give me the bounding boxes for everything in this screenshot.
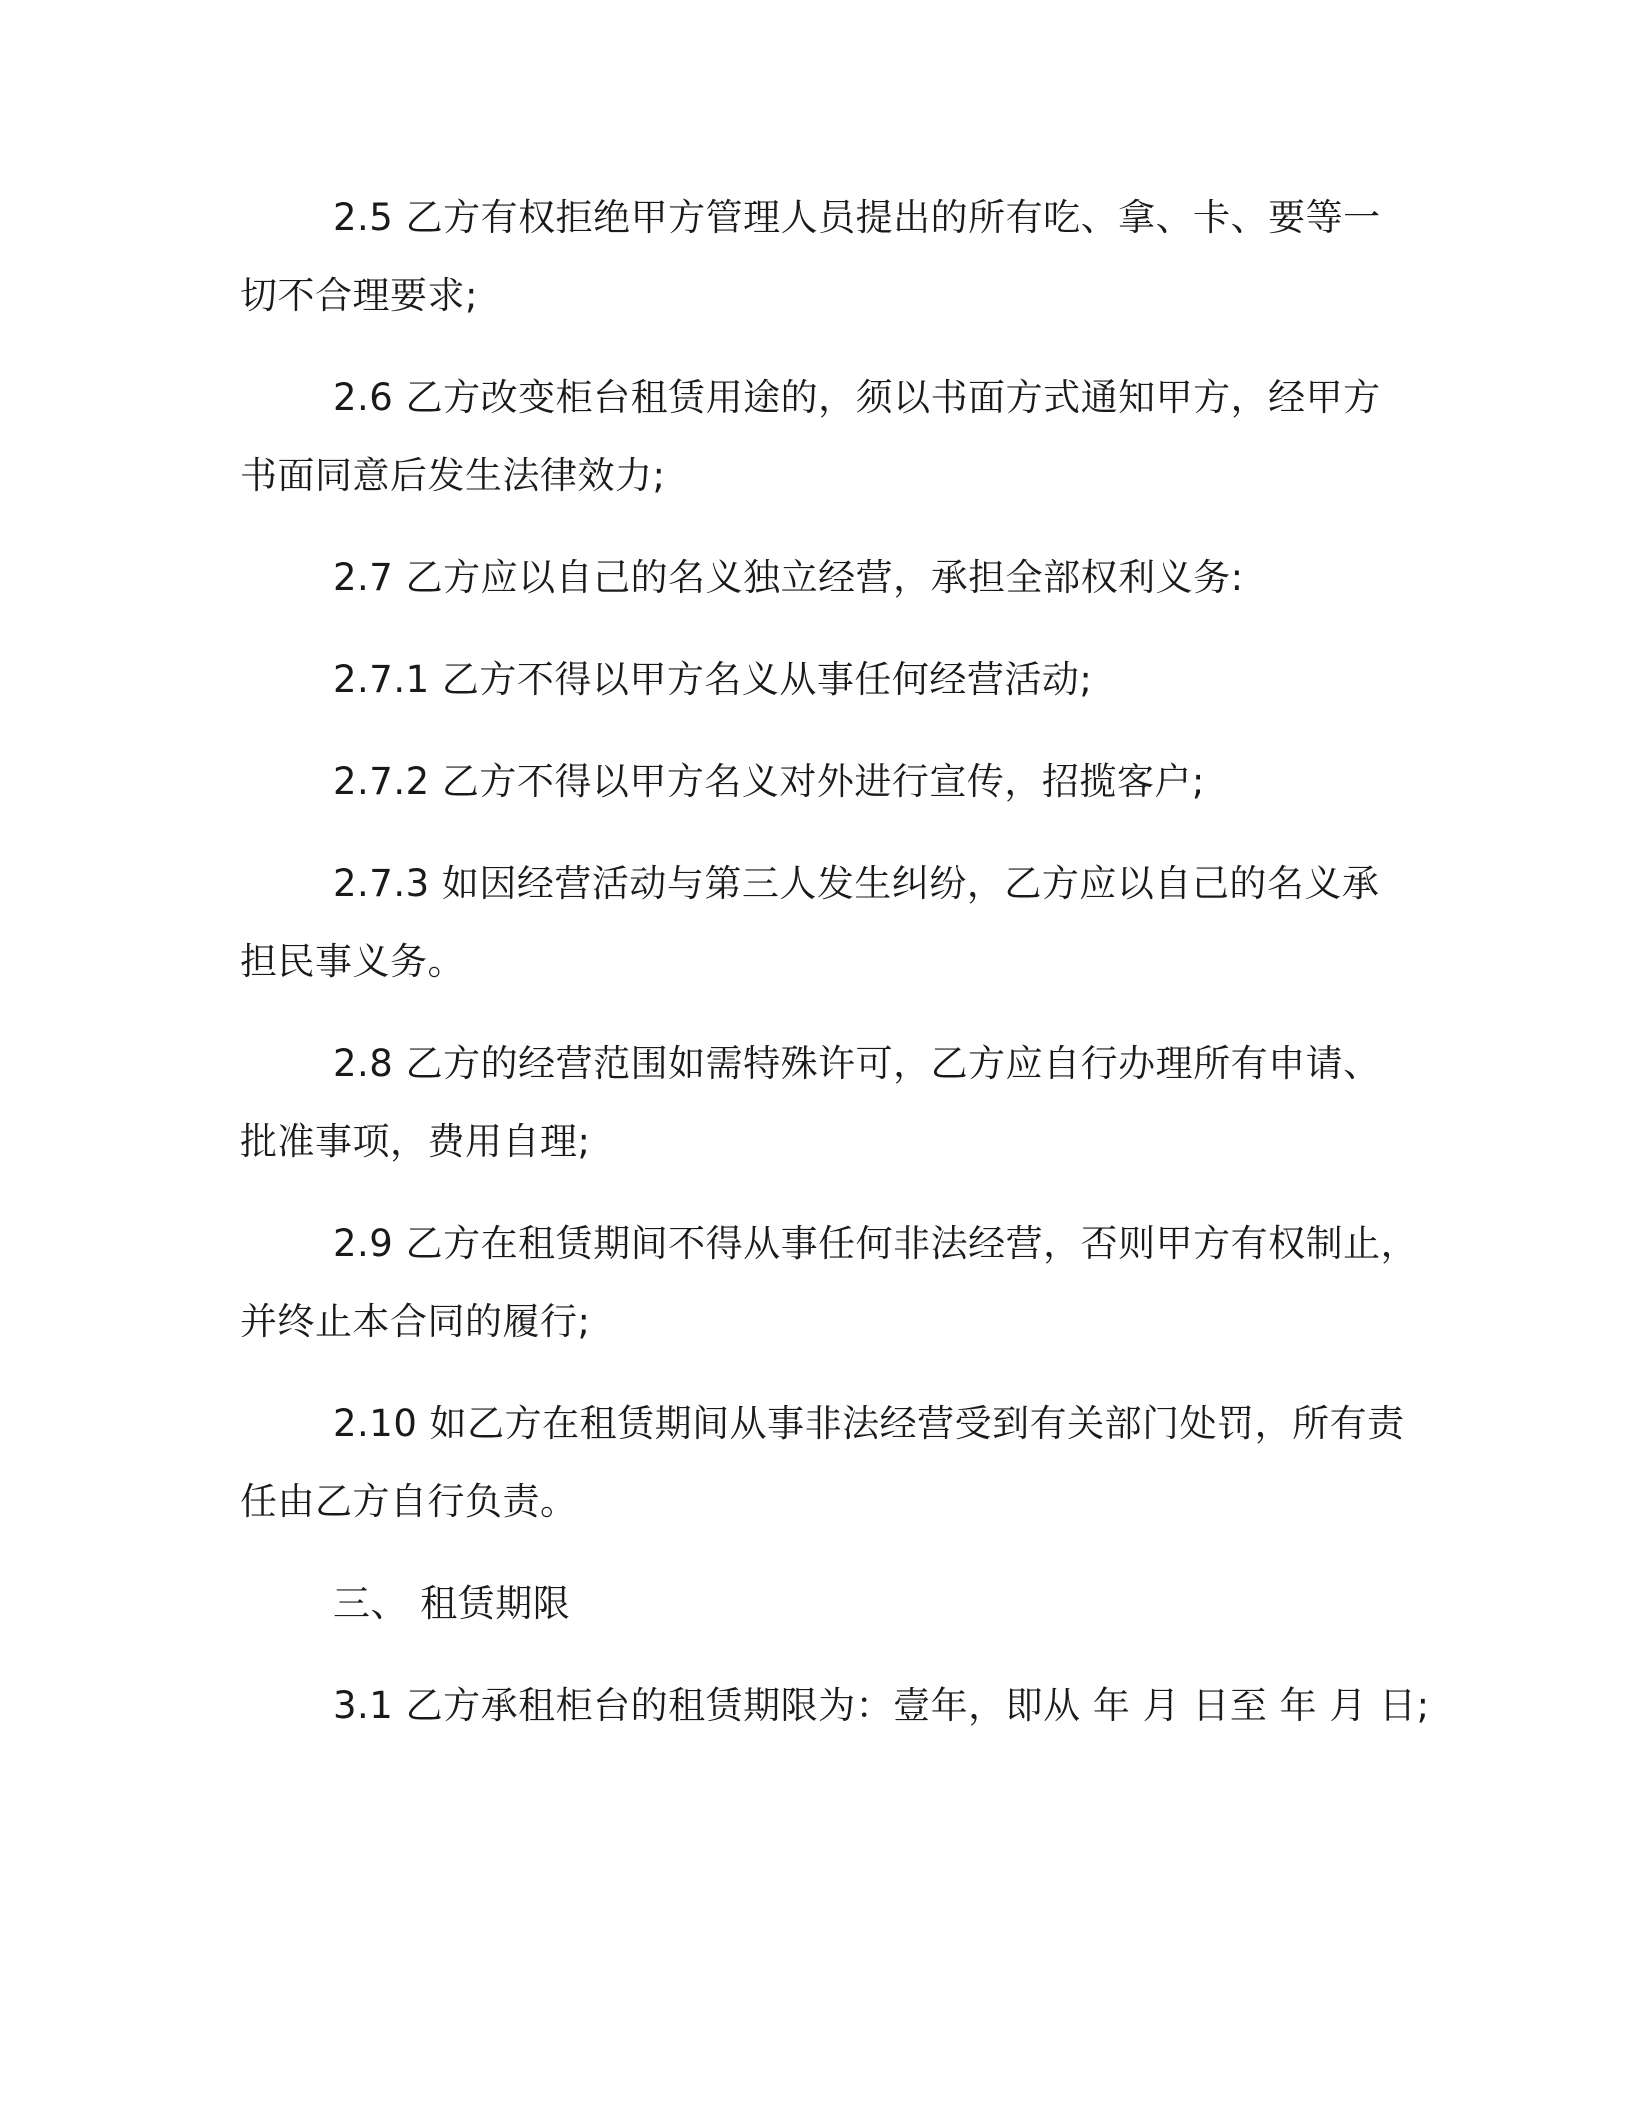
clause-2-6-line-1: 2.6 乙方改变柜台租赁用途的，须以书面方式通知甲方，经甲方 xyxy=(333,376,1381,419)
clause-3-1: 3.1 乙方承租柜台的租赁期限为：壹年，即从 年 月 日至 年 月 日; xyxy=(333,1684,1430,1727)
clause-2-9-line-1: 2.9 乙方在租赁期间不得从事任何非法经营，否则甲方有权制止， xyxy=(333,1222,1419,1265)
clause-2-7-2: 2.7.2 乙方不得以甲方名义对外进行宣传，招揽客户; xyxy=(333,760,1205,803)
clause-2-7-3-line-2: 担民事义务。 xyxy=(240,940,465,983)
section-heading-lease-term: 三、 租赁期限 xyxy=(333,1582,571,1625)
clause-2-10-line-1: 2.10 如乙方在租赁期间从事非法经营受到有关部门处罚，所有责 xyxy=(333,1402,1405,1445)
clause-2-6-line-2: 书面同意后发生法律效力; xyxy=(240,454,666,497)
clause-2-7: 2.7 乙方应以自己的名义独立经营，承担全部权利义务: xyxy=(333,556,1244,599)
clause-2-5-line-2: 切不合理要求; xyxy=(240,274,478,317)
clause-2-8-line-1: 2.8 乙方的经营范围如需特殊许可，乙方应自行办理所有申请、 xyxy=(333,1042,1381,1085)
clause-2-9-line-2: 并终止本合同的履行; xyxy=(240,1300,591,1343)
clause-2-5-line-1: 2.5 乙方有权拒绝甲方管理人员提出的所有吃、拿、卡、要等一 xyxy=(333,196,1381,239)
clause-2-7-1: 2.7.1 乙方不得以甲方名义从事任何经营活动; xyxy=(333,658,1093,701)
clause-2-8-line-2: 批准事项，费用自理; xyxy=(240,1120,591,1163)
clause-2-10-line-2: 任由乙方自行负责。 xyxy=(240,1480,578,1523)
clause-2-7-3-line-1: 2.7.3 如因经营活动与第三人发生纠纷，乙方应以自己的名义承 xyxy=(333,862,1380,905)
